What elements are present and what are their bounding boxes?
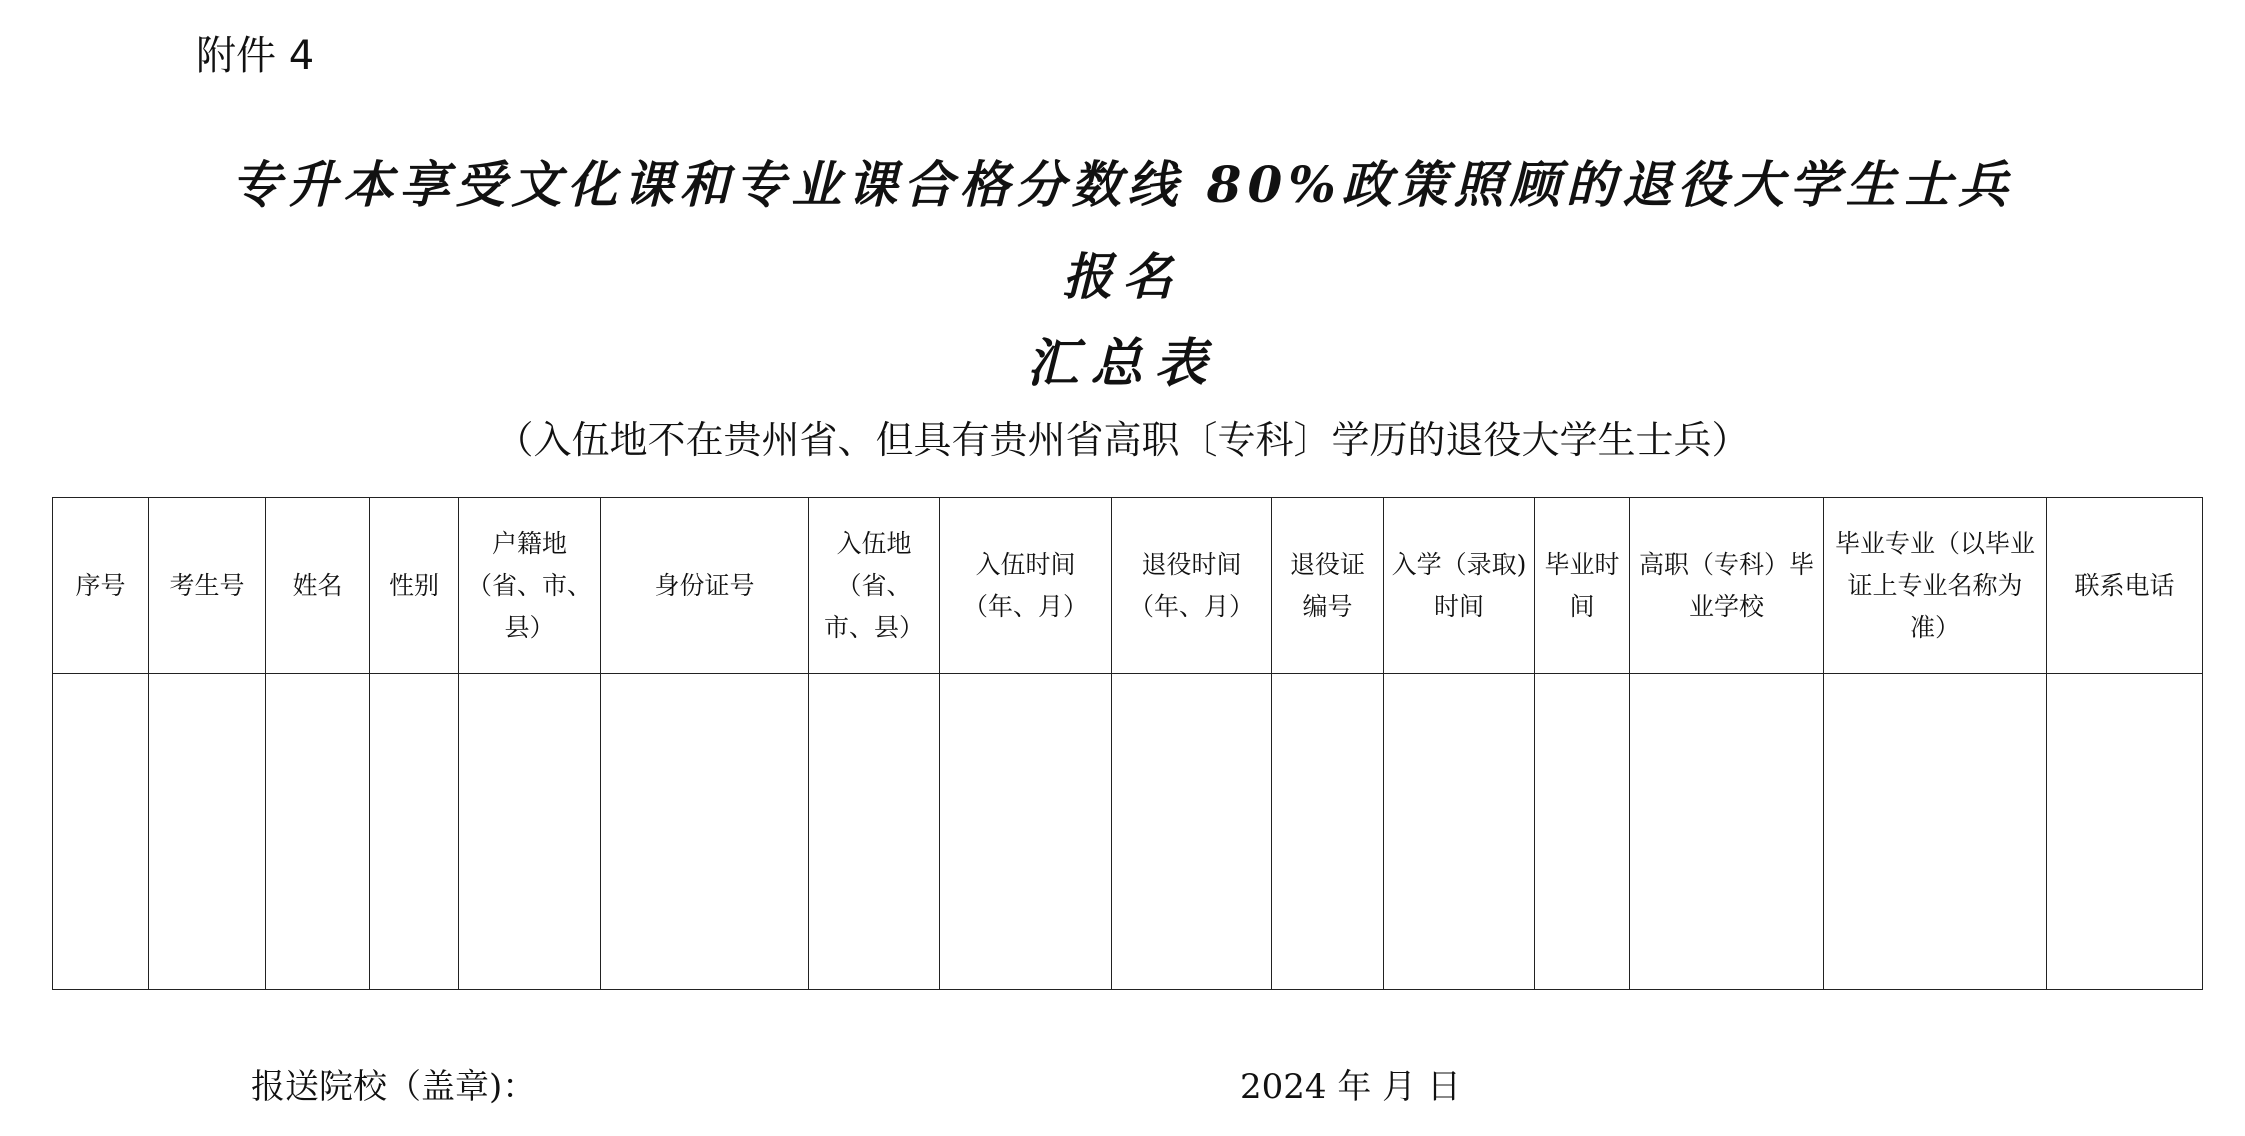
header-cell-enlistment-time: 入伍时间（年、月） [940,498,1112,674]
header-cell-phone: 联系电话 [2047,498,2203,674]
attachment-label: 附件 4 [196,33,315,79]
header-cell-major: 毕业专业（以毕业证上专业名称为准） [1824,498,2047,674]
table-cell[interactable] [1630,674,1824,990]
header-cell-household-registration: 户籍地（省、市、县） [459,498,601,674]
header-cell-exam-number: 考生号 [149,498,266,674]
title-line-3: 汇总表 [1026,333,1219,394]
table-cell[interactable] [1272,674,1384,990]
school-seal-label: 报送院校（盖章)： [251,1067,537,1107]
header-cell-graduation-time: 毕业时间 [1535,498,1630,674]
table-cell[interactable] [1112,674,1272,990]
header-cell-gender: 性别 [370,498,459,674]
table-cell[interactable] [1535,674,1630,990]
table-cell[interactable] [2047,674,2203,990]
title-line-1: 专升本享受文化课和专业课合格分数线 80%政策照顾的退役大学生士兵 [231,155,2014,214]
header-cell-enlistment-place: 入伍地（省、市、县） [809,498,940,674]
table-cell[interactable] [53,674,149,990]
table-cell[interactable] [1824,674,2047,990]
table-cell[interactable] [459,674,601,990]
header-cell-discharge-certificate: 退役证编号 [1272,498,1384,674]
table-cell[interactable] [370,674,459,990]
table-row [53,674,2203,990]
table-cell[interactable] [1384,674,1535,990]
header-cell-college: 高职（专科）毕业学校 [1630,498,1824,674]
date-label: 2024 年 月 日 [1240,1067,1461,1107]
table-cell[interactable] [266,674,370,990]
header-cell-discharge-time: 退役时间（年、月） [1112,498,1272,674]
subtitle: （入伍地不在贵州省、但具有贵州省高职〔专科〕学历的退役大学生士兵） [495,418,1750,462]
header-cell-index: 序号 [53,498,149,674]
table-cell[interactable] [149,674,266,990]
header-cell-enrollment-time: 入学（录取)时间 [1384,498,1535,674]
header-row [53,498,2203,674]
summary-table [52,497,2203,990]
header-cell-id-number: 身份证号 [601,498,809,674]
table-cell[interactable] [940,674,1112,990]
table-cell[interactable] [601,674,809,990]
header-cell-name: 姓名 [266,498,370,674]
title-line-2: 报名 [1062,247,1183,306]
table-cell[interactable] [809,674,940,990]
